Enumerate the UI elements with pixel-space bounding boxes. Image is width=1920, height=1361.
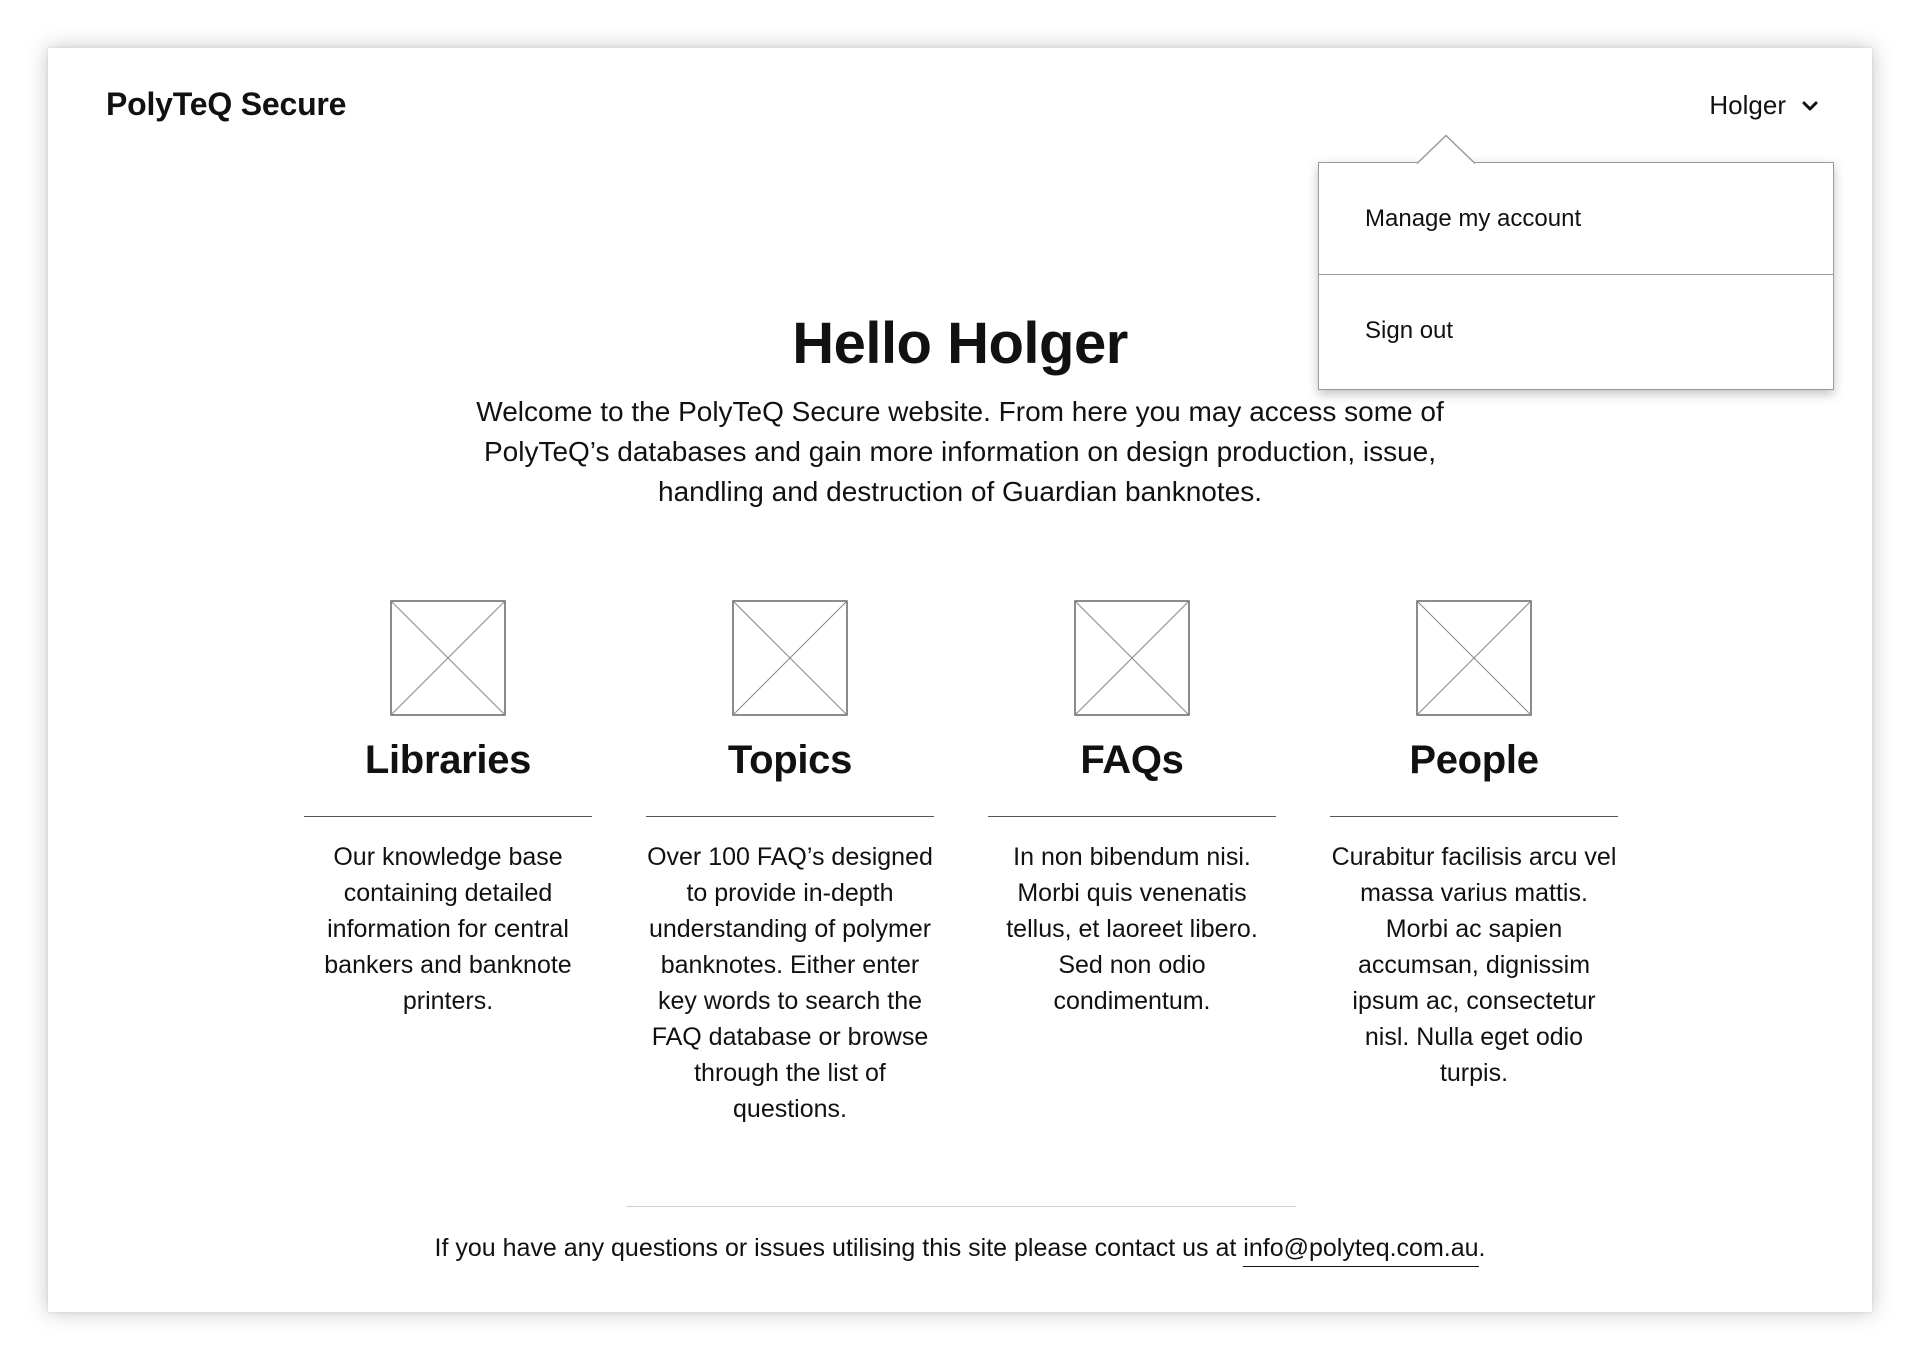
image-placeholder-icon: [1416, 600, 1532, 716]
card-faqs[interactable]: [988, 600, 1276, 1019]
card-title: Topics: [727, 738, 853, 782]
card-description: Curabitur facilisis arcu vel massa varius mattis. Morbi ac sapien accumsan, dignissim ipsum ac, consectetur nisl. Nulla eget odio turpis.: [1331, 843, 1617, 1087]
dropdown-caret: [1416, 134, 1476, 164]
divider: [646, 816, 934, 817]
user-menu-toggle[interactable]: [1709, 90, 1820, 121]
user-name: Holger: [1709, 90, 1786, 120]
divider: [1330, 816, 1618, 817]
card-description: Over 100 FAQ’s designed to provide in-depth understanding of polymer banknotes. Either enter key words to search the FAQ database or browse through the list of questions.: [647, 843, 933, 1123]
divider: [304, 816, 592, 817]
card-description: In non bibendum nisi. Morbi quis venenatis tellus, et laoreet libero. Sed non odio condimentum.: [1006, 843, 1258, 1015]
footer-text: If you have any questions or issues utilising this site please contact us at: [434, 1234, 1244, 1262]
image-placeholder-icon: [732, 600, 848, 716]
site-brand[interactable]: PolyTeQ Secure: [106, 86, 347, 122]
footer-divider: [626, 1206, 1296, 1207]
card-title: FAQs: [1080, 738, 1184, 782]
card-title: Libraries: [364, 738, 532, 782]
image-placeholder-icon: [390, 600, 506, 716]
card-people[interactable]: [1330, 600, 1618, 1091]
menu-item-manage-account[interactable]: [1319, 163, 1833, 275]
card-title: People: [1409, 738, 1539, 782]
contact-email-link[interactable]: info@polyteq.com.au: [1243, 1234, 1478, 1267]
divider: [988, 816, 1276, 817]
menu-item-label: Sign out: [1365, 317, 1454, 344]
page-title: Hello Holger: [792, 311, 1128, 376]
image-placeholder-icon: [1074, 600, 1190, 716]
menu-item-label: Manage my account: [1365, 204, 1582, 232]
page-container: [48, 48, 1872, 1312]
footer-period: .: [1478, 1234, 1486, 1262]
welcome-text: Welcome to the PolyTeQ Secure website. From here you may access some of PolyTeQ’s databases and gain more information on design production, issue, handling and destruction of Guardian banknotes.: [476, 396, 1444, 507]
chevron-down-icon: [1800, 96, 1820, 116]
card-description: Our knowledge base containing detailed information for central bankers and banknote printers.: [324, 843, 572, 1015]
card-topics[interactable]: [646, 600, 934, 1127]
footer-contact: [48, 1234, 1872, 1263]
card-libraries[interactable]: [304, 600, 592, 1019]
